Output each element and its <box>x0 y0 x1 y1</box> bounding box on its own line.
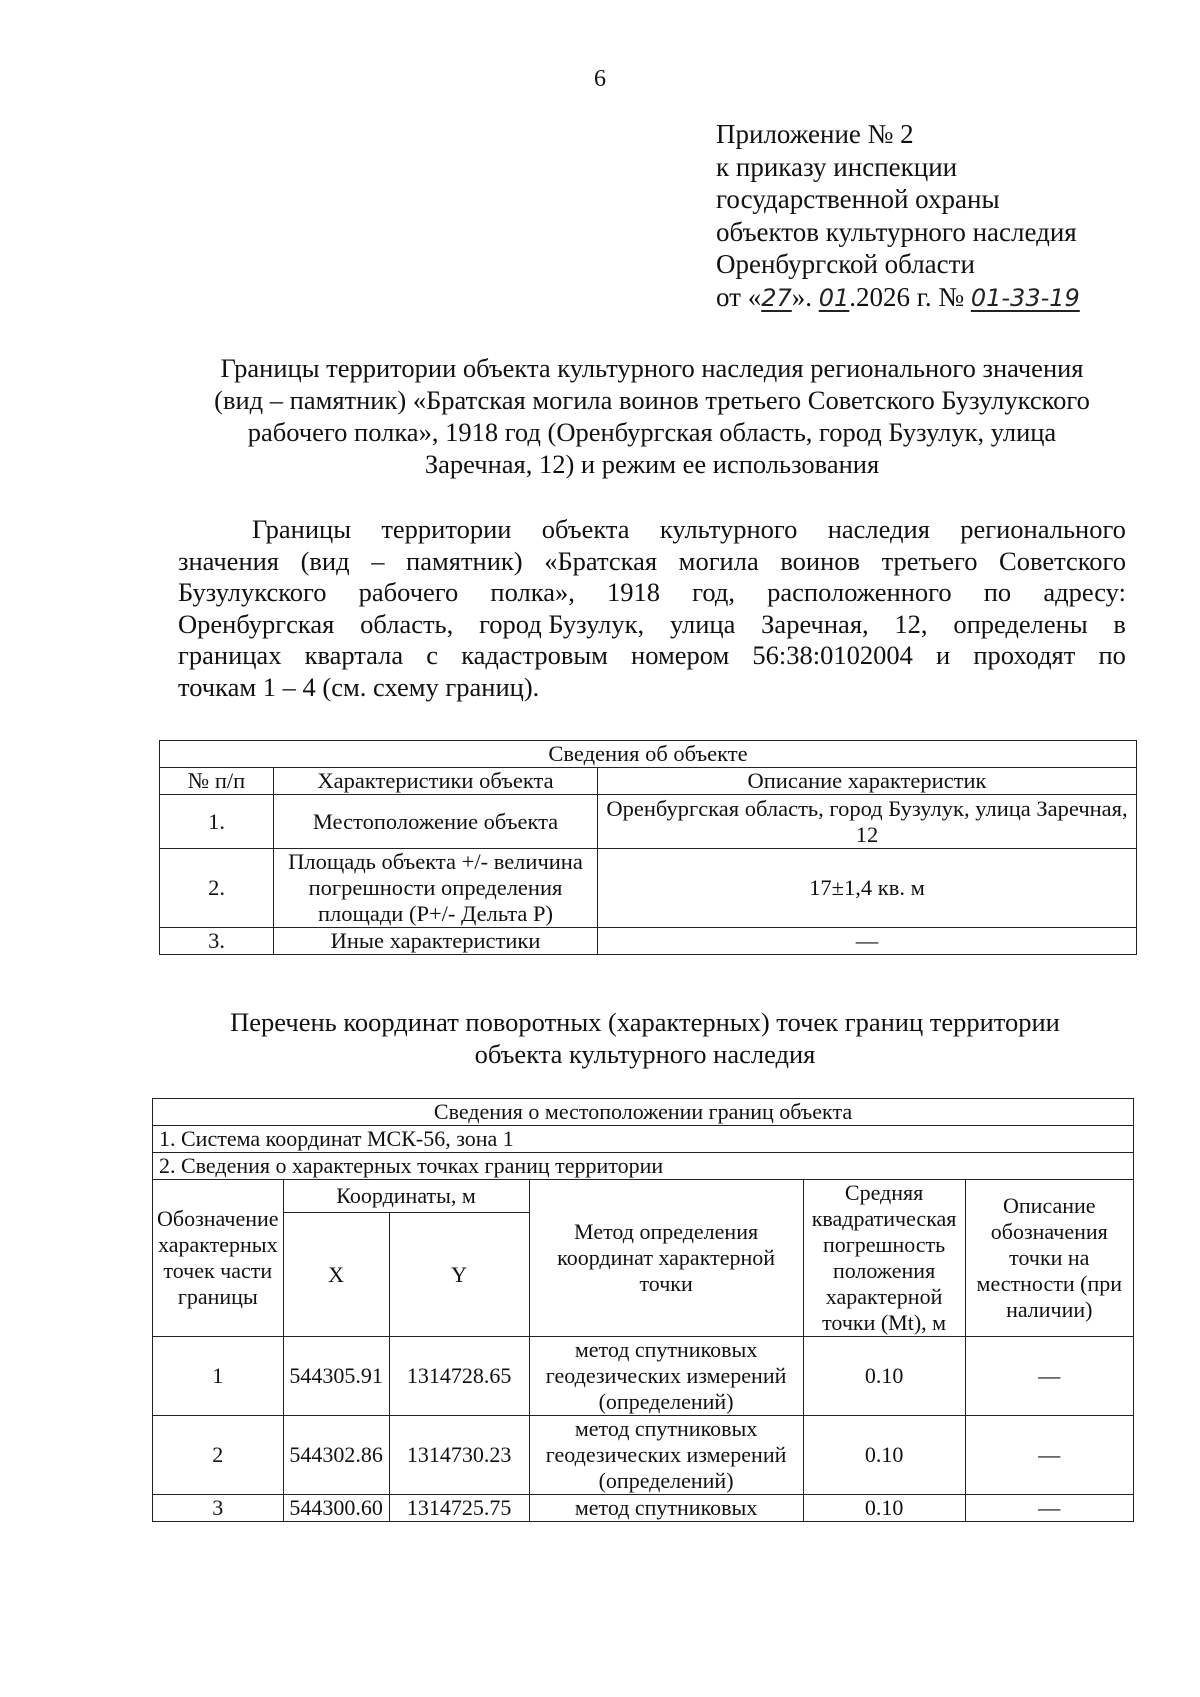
date-suffix: .2026 г. № <box>849 281 971 312</box>
heading-line: рабочего полка», 1918 год (Оренбургская область, город Бузулук, улица <box>247 417 1057 447</box>
paragraph-line <box>178 672 1126 704</box>
paragraph-word: могила <box>678 545 759 576</box>
date-mid: ». <box>791 281 819 312</box>
paragraph-word: точкам 1 – 4 (см. схему границ). <box>178 671 540 702</box>
appendix-line: Оренбургской области <box>716 249 975 279</box>
paragraph-word: 1918 <box>607 577 660 607</box>
paragraph-word: границах <box>178 640 282 670</box>
appendix-line: Приложение № 2 <box>716 119 914 149</box>
paragraph-word: регионального <box>960 514 1126 544</box>
appendix-block <box>716 118 1080 314</box>
paragraph-word: Советского <box>999 545 1126 576</box>
paragraph-word: в <box>1113 608 1126 639</box>
y-value: 1314728.65 <box>389 1337 529 1416</box>
error-value: 0.10 <box>803 1337 965 1416</box>
paragraph-word: Границы <box>252 514 352 544</box>
column-header: Характеристики объекта <box>274 768 598 795</box>
paragraph-word: кадастровым <box>461 640 608 670</box>
paragraph-word: полка», <box>490 577 575 607</box>
column-header: Описание характеристик <box>598 768 1137 795</box>
paragraph-word: (вид <box>300 545 350 576</box>
paragraph-line <box>178 514 1126 546</box>
heading-line: Заречная, 12) и режим ее использования <box>424 449 880 479</box>
paragraph-word: объекта <box>541 514 630 544</box>
handwritten-month: 01 <box>818 283 850 312</box>
error-header: Средняя квадратическая погрешность положения характерной точки (Mt), м <box>803 1180 965 1337</box>
point-header: Обозначение характерных точек части границы <box>153 1180 284 1337</box>
column-header: № п/п <box>160 768 274 795</box>
description-header: Описание обозначения точки на местности (при наличии) <box>965 1180 1133 1337</box>
coords-header: Координаты, м <box>283 1180 529 1213</box>
paragraph-word: территории <box>381 514 512 544</box>
error-value: 0.10 <box>803 1495 965 1522</box>
paragraph-word: с <box>426 640 439 670</box>
point-label: 1 <box>153 1337 284 1416</box>
paragraph-word: номером <box>631 640 730 670</box>
characteristic-description: 17±1,4 кв. м <box>598 849 1137 928</box>
object-info-table <box>159 740 1137 955</box>
paragraph-word: город Бузулук, <box>479 608 645 639</box>
x-value: 544300.60 <box>283 1495 389 1522</box>
table-row <box>153 1416 1134 1495</box>
object-table-title: Сведения об объекте <box>160 741 1137 768</box>
coordinates-table <box>152 1098 1134 1522</box>
description-value: — <box>965 1495 1133 1522</box>
coordinates-list-title <box>150 1006 1140 1070</box>
paragraph-word: Заречная, <box>761 608 869 639</box>
characteristic-description: — <box>598 928 1137 955</box>
table-row <box>160 849 1137 928</box>
description-value: — <box>965 1416 1133 1495</box>
paragraph-word: третьего <box>881 545 978 576</box>
boundary-paragraph <box>178 514 1126 703</box>
paragraph-word: по <box>983 577 1012 607</box>
appendix-line: государственной охраны <box>716 184 1000 214</box>
characteristic-name: Местоположение объекта <box>274 795 598 849</box>
heading-line: Границы территории объекта культурного наследия регионального значения <box>220 353 1084 383</box>
paragraph-word: квартала <box>304 640 404 670</box>
table-row <box>153 1495 1134 1522</box>
paragraph-line <box>178 546 1126 578</box>
title-line: Перечень координат поворотных (характерных) точек границ территории <box>230 1007 1060 1037</box>
method-value: метод спутниковых геодезических измерений (определений) <box>529 1337 803 1416</box>
paragraph-word: – <box>371 545 385 576</box>
paragraph-word: улица <box>669 608 736 639</box>
document-heading <box>172 352 1132 480</box>
x-value: 544302.86 <box>283 1416 389 1495</box>
y-value: 1314730.23 <box>389 1416 529 1495</box>
method-value: метод спутниковых <box>529 1495 803 1522</box>
paragraph-word: значения <box>178 545 279 576</box>
characteristic-name: Площадь объекта +/- величина погрешности определения площади (Р+/- Дельта Р) <box>274 849 598 928</box>
row-number: 1. <box>160 795 274 849</box>
page-number: 6 <box>594 66 606 92</box>
y-value: 1314725.75 <box>389 1495 529 1522</box>
paragraph-line <box>178 609 1126 641</box>
appendix-line: к приказу инспекции <box>716 151 958 182</box>
error-value: 0.10 <box>803 1416 965 1495</box>
paragraph-word: «Братская <box>544 545 658 576</box>
paragraph-word: 12, <box>894 608 928 639</box>
paragraph-word: Оренбургская <box>178 608 335 639</box>
paragraph-word: по <box>1098 640 1126 670</box>
paragraph-line <box>178 640 1126 672</box>
paragraph-word: расположенного <box>767 577 952 607</box>
handwritten-day: 27 <box>761 283 792 312</box>
appendix-line: объектов культурного наследия <box>716 216 1077 247</box>
coordinate-system: 1. Система координат МСК-56, зона 1 <box>153 1126 1134 1153</box>
paragraph-word: Бузулукского <box>178 577 327 607</box>
paragraph-word: проходят <box>973 640 1076 670</box>
x-header: X <box>283 1213 389 1337</box>
paragraph-word: рабочего <box>358 577 459 607</box>
points-section-title: 2. Сведения о характерных точках границ территории <box>153 1153 1134 1180</box>
characteristic-description: Оренбургская область, город Бузулук, улица Заречная, 12 <box>598 795 1137 849</box>
table-row <box>160 928 1137 955</box>
row-number: 2. <box>160 849 274 928</box>
y-header: Y <box>389 1213 529 1337</box>
paragraph-word: 56:38:0102004 <box>752 640 913 670</box>
handwritten-order-number: 01-33-19 <box>970 283 1080 312</box>
paragraph-word: культурного <box>659 514 798 544</box>
row-number: 3. <box>160 928 274 955</box>
paragraph-word: год, <box>692 577 735 607</box>
coords-table-title: Сведения о местоположении границ объекта <box>153 1099 1134 1126</box>
paragraph-word: памятник) <box>406 545 523 576</box>
paragraph-word: наследия <box>827 514 930 544</box>
table-row <box>160 795 1137 849</box>
paragraph-word: и <box>936 640 951 670</box>
heading-line: (вид – памятник) «Братская могила воинов третьего Советского Бузулукского <box>214 385 1090 415</box>
method-header: Метод определения координат характерной точки <box>529 1180 803 1337</box>
point-label: 2 <box>153 1416 284 1495</box>
paragraph-line <box>178 577 1126 609</box>
method-value: метод спутниковых геодезических измерений (определений) <box>529 1416 803 1495</box>
x-value: 544305.91 <box>283 1337 389 1416</box>
paragraph-word: определены <box>953 608 1088 639</box>
paragraph-word: адресу: <box>1043 577 1126 607</box>
date-prefix: от « <box>716 281 762 312</box>
title-line: объекта культурного наследия <box>474 1039 816 1069</box>
table-row <box>153 1337 1134 1416</box>
paragraph-word: область, <box>360 608 454 639</box>
paragraph-word: воинов <box>780 545 861 576</box>
characteristic-name: Иные характеристики <box>274 928 598 955</box>
appendix-date-line <box>716 281 1080 315</box>
description-value: — <box>965 1337 1133 1416</box>
point-label: 3 <box>153 1495 284 1522</box>
